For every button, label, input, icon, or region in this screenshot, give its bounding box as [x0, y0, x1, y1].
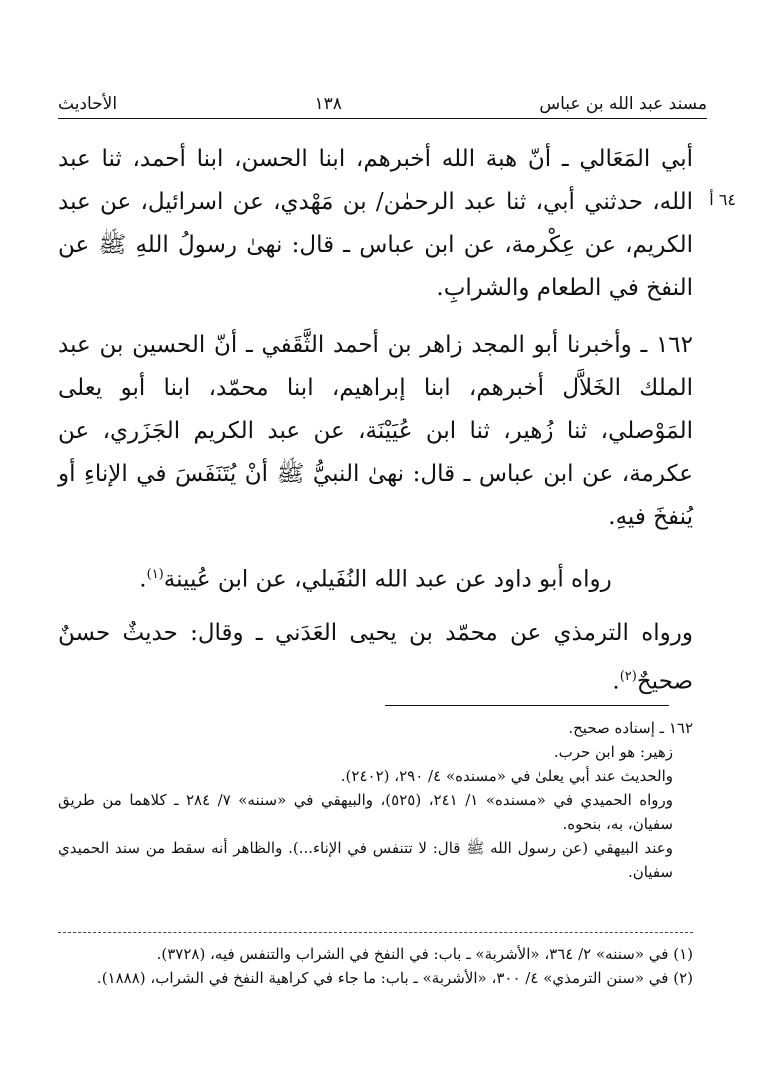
- footnote-2: (٢) في «سنن الترمذي» ٤/ ٣٠٠، «الأشربة» ـ باب: ما جاء في كراهية النفخ في الشراب، (١٨٨٨).: [96, 969, 693, 987]
- footnotes: [58, 942, 693, 990]
- page-number: ١٣٨: [314, 94, 342, 114]
- footnote-ref-1[interactable]: (١): [146, 567, 164, 582]
- abu-dawud-end: .: [139, 566, 147, 593]
- tirmidhi-end: .: [612, 668, 620, 695]
- main-text: [58, 138, 693, 717]
- paragraph-1: أبي المَعَالي ـ أنّ هبة الله أخبرهم، ابنا الحسن، ابنا أحمد، ثنا عبد الله، حدثني أبي، ثنا عبد الرحمٰن/ بن مَهْدي، عن اسرائيل، عن عبد الكريم، عن عِكْرمة، عن ابن عباس ـ قال: نهىٰ رسولُ اللهِ ﷺ عن النفخ في الطعام والشرابِ.: [58, 146, 693, 301]
- paragraph-hadith-162: ١٦٢ ـ وأخبرنا أبو المجد زاهر بن أحمد الثَّقَفي ـ أنّ الحسين بن عبد الملك الخَلاَّل أخبرهم، ابنا إبراهيم، ابنا محمّد، ابنا أبو يعلى المَوْصلي، ثنا زُهير، ثنا ابن عُيَيْنَة، عن عبد الكريم الجَزَري، عن عكرمة، عن ابن عباس ـ قال: نهىٰ النبيُّ ﷺ أنْ يُتَنَفَسَ في الإناءِ أو يُنفخَ فيهِ.: [58, 332, 693, 530]
- footnote-separator: [58, 932, 693, 933]
- note-line: والحديث عند أبي يعلىٰ في «مسنده» ٤/ ٢٩٠، (٢٤٠٢).: [340, 767, 673, 785]
- paragraph-abu-dawud: [58, 553, 693, 602]
- margin-folio-note: ٦٤ أ: [709, 190, 736, 209]
- editor-notes: [58, 716, 693, 884]
- abu-dawud-text: رواه أبو داود عن عبد الله النُفَيلي، عن ابن عُيينة: [163, 566, 612, 593]
- note-line: ١٦٢ ـ إسناده صحيح.: [568, 719, 693, 737]
- header-rule: [58, 118, 707, 119]
- notes-rule: [385, 705, 669, 706]
- tirmidhi-text: ورواه الترمذي عن محمّد بن يحيى العَدَني ـ وقال: حديثٌ حسنٌ صحيحٌ: [58, 619, 693, 695]
- note-line: زهير: هو ابن حرب.: [553, 743, 673, 761]
- note-line: وعند البيهقي (عن رسول الله ﷺ قال: لا تتنفس في الإناء...). والظاهر أنه سقط من سند الحميدي سفيان.: [58, 839, 673, 881]
- running-header: [58, 84, 707, 114]
- paragraph-tirmidhi: [58, 612, 693, 704]
- header-title: مسند عبد الله بن عباس: [539, 94, 707, 114]
- note-line: ورواه الحميدي في «مسنده» ١/ ٢٤١، (٥٢٥)، والبيهقي في «سننه» ٧/ ٢٨٤ ـ كلاهما من طريق سفيان، به، بنحوه.: [58, 791, 673, 833]
- header-section: الأحاديث: [58, 94, 118, 114]
- footnote-ref-2[interactable]: (٢): [619, 668, 637, 684]
- footnote-1: (١) في «سننه» ٢/ ٣٦٤، «الأشربة» ـ باب: في النفخ في الشراب والتنفس فيه، (٣٧٢٨).: [156, 945, 693, 963]
